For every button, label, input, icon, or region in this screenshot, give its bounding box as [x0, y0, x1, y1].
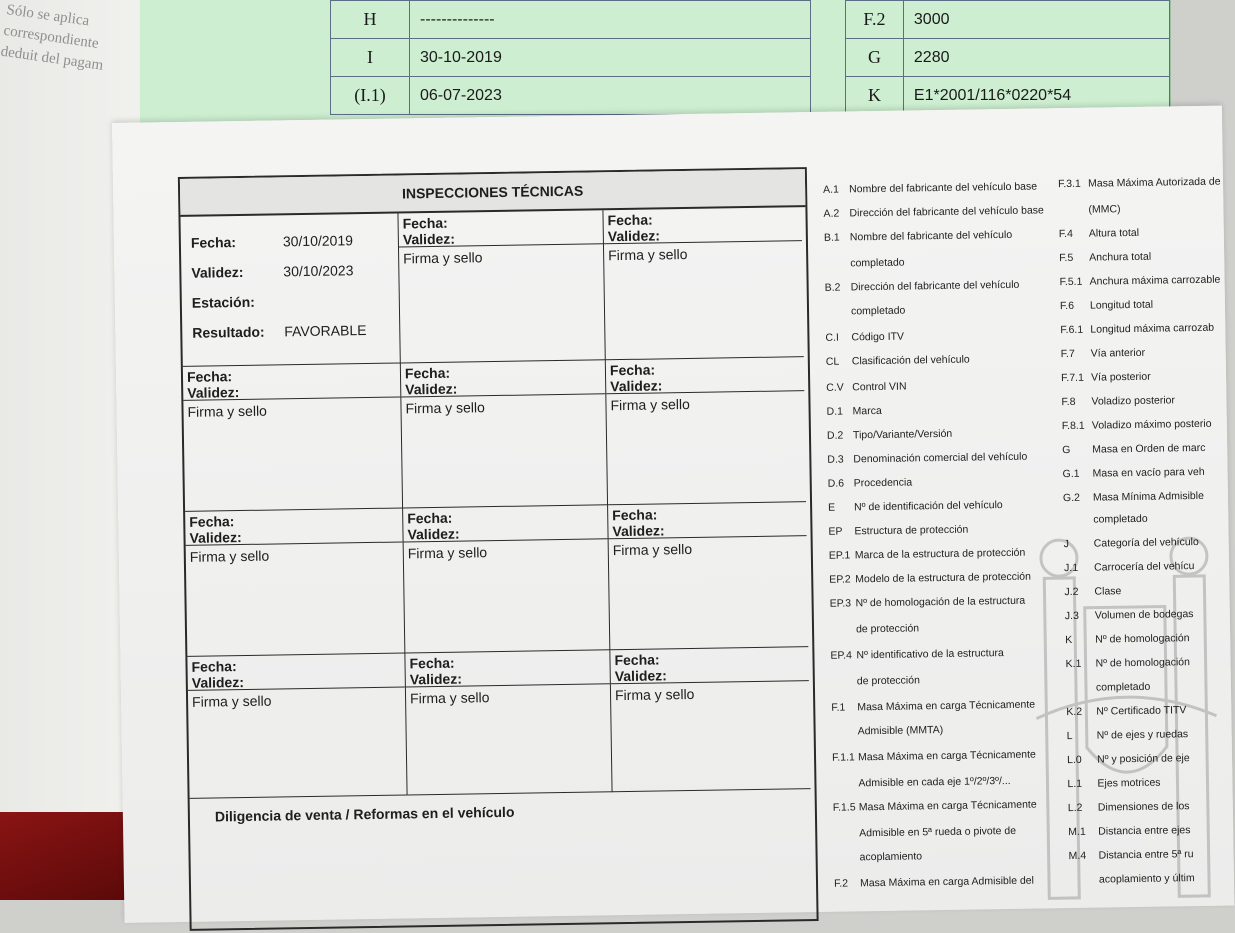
legend-code: EP.4 [830, 649, 856, 661]
legend-row [834, 850, 923, 863]
legend-code: G [1062, 444, 1092, 456]
legend-row [827, 451, 1027, 466]
legend-text: Nombre del fabricante del vehículo base [849, 180, 1037, 195]
signature-label: Firma y sello [611, 681, 809, 706]
signature-label: Firma y sello [606, 391, 804, 416]
legend-text: Tipo/Variante/Versión [853, 428, 952, 442]
legend-code: A.1 [823, 183, 849, 195]
legend-code: EP.2 [829, 573, 855, 585]
legend-code: F.6.1 [1060, 324, 1090, 336]
signature-label: Firma y sello [183, 398, 400, 423]
legend-code: G.2 [1063, 492, 1093, 504]
table-row [331, 39, 811, 77]
legend-row [1068, 824, 1190, 838]
legend-row [824, 257, 904, 270]
legend-text: Dirección del fabricante del vehículo [851, 279, 1020, 294]
legend-row [828, 476, 913, 489]
legend-code: D.3 [827, 453, 853, 465]
legend-row [1066, 656, 1190, 670]
inspection-cell [403, 505, 610, 653]
legend-text: Carrocería del vehícu [1094, 560, 1195, 574]
legend-text: Nº identificativo de la estructura [856, 647, 1004, 661]
legend-code: K [1065, 634, 1095, 646]
legend-code: C.V [826, 381, 852, 393]
fecha-label: Fecha: [189, 511, 398, 530]
legend-code: EP.3 [830, 597, 856, 609]
legend-row [830, 595, 1026, 610]
legend-row [826, 381, 906, 394]
legend-text: Vía anterior [1091, 347, 1145, 360]
legend-code: F.1 [831, 701, 857, 713]
legend-row [1061, 371, 1151, 384]
legend-row [1066, 704, 1186, 718]
inspection-cell [187, 653, 407, 798]
legend-code: CL [826, 355, 852, 367]
legend-row [1060, 274, 1221, 289]
legend-row [825, 331, 904, 344]
legend-code: F.8.1 [1062, 420, 1092, 432]
legend-code: G.1 [1063, 468, 1093, 480]
table-row [331, 1, 811, 39]
fecha-label: Fecha: [607, 209, 797, 228]
legend-row [1059, 227, 1139, 240]
inspection-cell [603, 207, 803, 360]
legend-row [827, 405, 882, 418]
legend-text: Anchura máxima carrozable [1090, 274, 1221, 288]
legend-code: D.2 [827, 429, 853, 441]
legend-text: Nº de homologación [1096, 656, 1190, 669]
legend-text: Voladizo posterior [1091, 394, 1175, 407]
legend-text: Modelo de la estructura de protección [855, 571, 1031, 586]
fecha-label: Fecha: [409, 652, 605, 671]
legend-code: F.6 [1060, 300, 1090, 312]
inspection-cell [183, 363, 403, 511]
legend-code: D.1 [827, 405, 853, 417]
legend-text: Masa en vacío para veh [1093, 466, 1205, 480]
legend-text: Masa en Orden de marc [1092, 442, 1205, 456]
field-value: E1*2001/116*0220*54 [903, 77, 1169, 115]
legend-row [1063, 490, 1204, 504]
field-code-legend [823, 174, 1223, 180]
legend-text: Altura total [1089, 227, 1139, 240]
legend-code: J.3 [1065, 610, 1095, 622]
table-row [846, 1, 1170, 39]
legend-text: Clasificación del vehículo [852, 354, 970, 368]
legend-text: Procedencia [854, 476, 913, 489]
table-row [846, 39, 1170, 77]
field-code: I [331, 39, 410, 77]
legend-code: F.3.1 [1058, 178, 1088, 190]
signature-label: Firma y sello [399, 244, 603, 269]
legend-code: E [828, 501, 854, 513]
legend-text: Marca de la estructura de protección [855, 547, 1026, 562]
legend-text: Longitud total [1090, 299, 1153, 312]
legend-row [829, 571, 1031, 586]
legend-text: completado [850, 257, 904, 270]
fecha-label: Fecha: [612, 504, 802, 523]
legend-code: L [1067, 730, 1097, 742]
legend-code: L.2 [1068, 802, 1098, 814]
field-code: (I.1) [331, 77, 410, 115]
legend-text: Masa Mínima Admisible [1093, 490, 1204, 504]
field-code: H [331, 1, 410, 39]
legend-row [828, 524, 968, 538]
legend-row [834, 875, 1034, 890]
legend-text: Admisible en 5ª rueda o pivote de [859, 825, 1016, 839]
field-value: -------------- [410, 1, 811, 39]
legend-row [1058, 176, 1221, 191]
table-row [331, 77, 811, 115]
validez-label: Validez: [405, 378, 601, 397]
legend-text: Nº Certificado TITV [1096, 704, 1186, 717]
legend-text: Nº de homologación de la estructura [856, 595, 1026, 610]
legend-row [833, 799, 1037, 814]
legend-row [823, 180, 1037, 195]
signature-label: Firma y sello [406, 684, 610, 709]
legend-text: Longitud máxima carrozab [1090, 322, 1214, 336]
legend-code: K.1 [1066, 658, 1096, 670]
legend-row [1066, 681, 1150, 694]
legend-row [1067, 752, 1190, 766]
legend-row [1061, 347, 1145, 360]
legend-code: B.2 [825, 281, 851, 293]
legend-text: Volumen de bodegas [1095, 608, 1194, 622]
fecha-label: Fecha: [191, 656, 400, 675]
legend-row [830, 647, 1004, 662]
legend-row [1060, 322, 1214, 336]
legend-text: Voladizo máximo posterio [1092, 418, 1212, 432]
legend-text: Código ITV [851, 331, 904, 344]
legend-code: J [1064, 538, 1094, 550]
legend-text: Nº de ejes y ruedas [1097, 728, 1189, 741]
legend-text: Admisible (MMTA) [858, 724, 944, 737]
field-code: G [846, 39, 904, 77]
field-code: F.2 [846, 1, 904, 39]
legend-row [1065, 632, 1189, 646]
legend-text: Masa Máxima en carga Admisible del [860, 875, 1034, 890]
legend-row [831, 674, 920, 687]
legend-text: Masa Máxima Autorizada de [1088, 176, 1221, 190]
legend-code: EP.1 [829, 549, 855, 561]
legend-text: Vía posterior [1091, 371, 1151, 384]
legend-row [1063, 513, 1147, 526]
legend-text: Categoría del vehículo [1094, 536, 1199, 550]
validez-label: Validez: [608, 225, 798, 244]
note-line: correspondiente [2, 21, 144, 61]
fecha-label: Fecha: [614, 649, 804, 668]
legend-code: B.1 [824, 231, 850, 243]
legend-row [825, 279, 1020, 294]
legend-code: F.5 [1059, 252, 1089, 264]
legend-code: L.1 [1067, 778, 1097, 790]
legend-text: acoplamiento [860, 850, 923, 863]
legend-text: Admisible en cada eje 1º/2º/3º/... [858, 775, 1010, 789]
legend-code: F.2 [834, 877, 860, 889]
fecha-value: 30/10/2019 [283, 232, 353, 249]
validez-label: Validez: [187, 382, 396, 401]
fecha-label: Fecha: [610, 359, 800, 378]
legend-row [823, 204, 1044, 219]
legend-code: J.1 [1064, 562, 1094, 574]
fecha-label: Fecha: [402, 212, 598, 231]
inspection-cell [608, 502, 808, 650]
legend-text: Nº de identificación del vehículo [854, 499, 1003, 513]
legend-row [832, 724, 944, 738]
validez-label: Validez: [189, 527, 398, 546]
legend-row [827, 428, 952, 442]
validez-label: Validez: [191, 263, 283, 280]
legend-text: Ejes motrices [1097, 777, 1160, 790]
legend-text: Clase [1094, 585, 1121, 597]
legend-text: completado [1093, 513, 1147, 526]
legend-text: completado [851, 305, 905, 318]
validez-label: Validez: [610, 375, 800, 394]
signature-label: Firma y sello [188, 687, 405, 712]
inspection-cell [185, 508, 405, 656]
legend-text: Nº y posición de eje [1097, 752, 1190, 765]
legend-code: C.I [825, 331, 851, 343]
legend-row [1064, 536, 1199, 550]
validez-label: Validez: [192, 672, 401, 691]
fecha-label: Fecha: [191, 233, 283, 250]
legend-text: Anchura total [1089, 251, 1151, 264]
legend-text: Dimensiones de los [1098, 800, 1190, 813]
signature-label: Firma y sello [604, 241, 802, 266]
legend-text: Masa Máxima en carga Técnicamente [859, 799, 1037, 814]
legend-row [830, 622, 919, 635]
legend-text: Masa Máxima en carga Técnicamente [858, 749, 1036, 764]
background-note [0, 0, 147, 82]
inspections-title: INSPECCIONES TÉCNICAS [180, 169, 806, 217]
legend-row [832, 749, 1036, 764]
legend-code: M.1 [1068, 826, 1098, 838]
validez-label: Validez: [615, 665, 805, 684]
field-value: 2280 [903, 39, 1169, 77]
validez-label: Validez: [410, 668, 606, 687]
legend-row [833, 825, 1016, 840]
legend-text: de protección [857, 674, 920, 687]
legend-code: F.4 [1059, 228, 1089, 240]
legend-text: Estructura de protección [854, 524, 968, 538]
legend-row [1068, 800, 1190, 814]
legend-code: K.2 [1066, 706, 1096, 718]
sale-reform-section-title: Diligencia de venta / Reformas en el vehículo [190, 789, 815, 835]
validez-label: Validez: [612, 520, 802, 539]
legend-text: Masa Máxima en carga Técnicamente [857, 699, 1035, 714]
estacion-label: Estación: [192, 293, 284, 310]
legend-text: Dirección del fabricante del vehículo base [849, 204, 1044, 219]
inspection-cell [401, 360, 608, 508]
legend-text: Nº de homologación [1095, 632, 1189, 645]
legend-text: Control VIN [852, 381, 906, 394]
legend-text: (MMC) [1088, 203, 1120, 216]
legend-code: F.1.5 [833, 801, 859, 813]
legend-row [1064, 585, 1121, 598]
fecha-label: Fecha: [405, 362, 601, 381]
legend-row [825, 305, 905, 318]
note-line: deduit del pagam [0, 42, 141, 82]
registration-left-table [330, 0, 811, 115]
legend-row [824, 229, 1012, 244]
legend-row [826, 354, 970, 368]
legend-text: Marca [853, 405, 882, 417]
resultado-label: Resultado: [192, 323, 284, 340]
legend-code: F.1.1 [832, 751, 858, 763]
legend-row [1058, 203, 1120, 216]
inspections-box [178, 167, 819, 931]
legend-row [828, 499, 1003, 514]
legend-code: J.2 [1064, 586, 1094, 598]
field-value: 06-07-2023 [410, 77, 811, 115]
legend-row [1060, 299, 1153, 312]
inspections-grid [180, 207, 814, 799]
legend-row [1067, 728, 1189, 742]
signature-label: Firma y sello [401, 394, 605, 419]
legend-row [1062, 442, 1205, 456]
legend-row [1064, 560, 1195, 574]
legend-row [1063, 466, 1205, 480]
inspection-cell [398, 210, 605, 363]
validez-label: Validez: [407, 523, 603, 542]
validez-value: 30/10/2023 [283, 262, 353, 279]
legend-row [1061, 394, 1175, 408]
inspection-cell [610, 647, 810, 792]
signature-label: Firma y sello [186, 542, 403, 567]
signature-label: Firma y sello [404, 539, 608, 564]
legend-code: L.0 [1067, 754, 1097, 766]
legend-text: de protección [856, 622, 919, 635]
legend-row [1069, 872, 1195, 886]
legend-row [1062, 418, 1212, 432]
fecha-label: Fecha: [407, 507, 603, 526]
legend-text: Denominación comercial del vehículo [853, 451, 1027, 466]
field-code: K [846, 77, 904, 115]
signature-label: Firma y sello [609, 536, 807, 561]
legend-row [831, 699, 1035, 714]
legend-text: acoplamiento y últim [1099, 872, 1195, 886]
validez-label: Validez: [403, 228, 599, 247]
legend-row [1065, 608, 1194, 622]
legend-code: A.2 [823, 207, 849, 219]
inspection-cell-first [180, 214, 400, 367]
legend-text: Distancia entre ejes [1098, 824, 1190, 837]
legend-row [1069, 848, 1194, 862]
legend-row [1059, 251, 1151, 264]
field-value: 30-10-2019 [410, 39, 811, 77]
legend-code: M.4 [1069, 850, 1099, 862]
legend-row [1067, 777, 1160, 790]
legend-code: F.8 [1061, 396, 1091, 408]
registration-right-table [845, 0, 1170, 115]
legend-text: Nombre del fabricante del vehículo [850, 229, 1012, 244]
legend-code: F.7.1 [1061, 372, 1091, 384]
inspection-sheet [112, 106, 1234, 923]
resultado-value: FAVORABLE [284, 322, 366, 339]
legend-code: EP [828, 525, 854, 537]
note-line: Sólo se aplica [5, 0, 147, 40]
fecha-label: Fecha: [187, 366, 396, 385]
legend-text: Distancia entre 5ª ru [1099, 848, 1194, 861]
field-value: 3000 [903, 1, 1169, 39]
legend-row [829, 547, 1026, 562]
legend-text: completado [1096, 681, 1150, 694]
inspection-cell [606, 357, 806, 505]
legend-code: D.6 [828, 477, 854, 489]
legend-code: F.5.1 [1060, 276, 1090, 288]
inspection-cell [405, 650, 612, 795]
legend-row [832, 775, 1010, 790]
legend-code: F.7 [1061, 348, 1091, 360]
